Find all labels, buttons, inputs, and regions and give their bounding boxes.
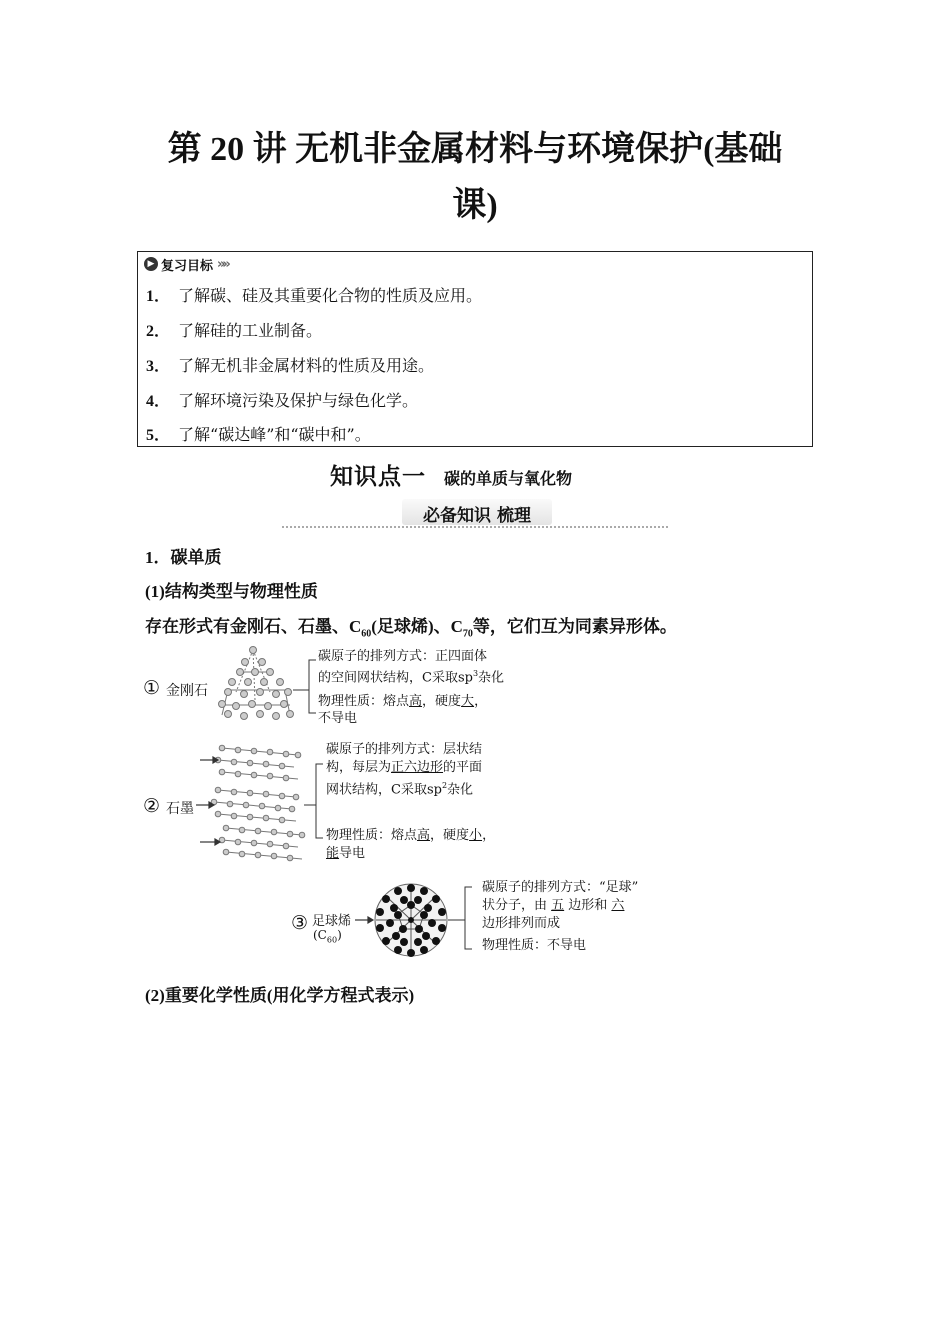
goal-text: 了解硅的工业制备。 xyxy=(178,321,323,340)
fullerene-description xyxy=(482,879,638,955)
description-line: 碳原子的排列方式：正四面体 xyxy=(318,649,488,664)
description-line xyxy=(318,665,504,686)
diamond-bracket xyxy=(293,660,316,713)
description-line: 碳原子的排列方式：层状结 xyxy=(326,742,483,757)
subsection-heading: (1)结构类型与物理性质 xyxy=(145,582,318,601)
text: 杂化 xyxy=(447,782,474,798)
underlined-answer: 六 xyxy=(611,898,625,913)
text: 物理性质：熔点 xyxy=(326,828,418,844)
graphite-label: 石墨 xyxy=(166,801,194,817)
subscript: 70 xyxy=(462,628,473,640)
underlined-answer: 高 xyxy=(409,694,423,710)
fullerene-formula xyxy=(313,928,342,944)
text: 杂化 xyxy=(478,670,505,686)
graphite-description xyxy=(326,741,495,863)
goal-number: 2． xyxy=(146,323,171,340)
text: ， xyxy=(474,694,488,710)
diamond-structure-image xyxy=(219,647,294,720)
text: (C xyxy=(313,928,327,942)
text: 边形和 xyxy=(564,898,612,913)
text: 状分子，由 xyxy=(482,898,552,913)
goal-text: 了解“碳达峰”和“碳中和”。 xyxy=(178,425,371,444)
description-line: 边形排列而成 xyxy=(482,916,561,931)
text: 导电 xyxy=(339,846,366,862)
text: ，硬度 xyxy=(430,828,470,844)
underlined-answer: 能 xyxy=(326,846,340,862)
underlined-answer: 小 xyxy=(469,828,483,844)
fullerene-bracket xyxy=(448,887,472,949)
double-chevron-icon: »» xyxy=(217,256,228,272)
subscript: 60 xyxy=(326,935,338,945)
description-line xyxy=(326,845,495,863)
fullerene-arrow xyxy=(355,917,373,923)
text: ， xyxy=(482,828,496,844)
subsection-heading: (2)重要化学性质(用化学方程式表示) xyxy=(145,986,415,1005)
underlined-answer: 正六边形 xyxy=(391,760,444,775)
text: 物理性质：熔点 xyxy=(318,694,410,710)
superscript: 2 xyxy=(441,781,448,790)
play-icon: ▶ xyxy=(144,257,158,271)
goal-number: 3． xyxy=(146,358,171,375)
text: ) xyxy=(337,928,342,942)
title-line-1: 第 20 讲 无机非金属材料与环境保护(基础 xyxy=(167,131,783,168)
goal-number: 4． xyxy=(146,393,171,410)
graphite-bracket xyxy=(304,764,323,838)
description-line: 碳原子的排列方式：“足球” xyxy=(482,880,639,895)
underlined-answer: 高 xyxy=(417,828,431,844)
review-goals-label: 复习目标 xyxy=(161,258,214,274)
subscript: 60 xyxy=(361,628,372,640)
knowledge-point-label: 知识点一 xyxy=(330,464,426,490)
text: 的平面 xyxy=(443,760,483,775)
goal-number: 1． xyxy=(146,288,171,305)
intro-text: 等，它们互为同素异形体。 xyxy=(472,617,677,636)
section-heading: 1．碳单质 xyxy=(145,548,222,567)
text: ，硬度 xyxy=(422,694,462,710)
knowledge-point-title: 碳的单质与氧化物 xyxy=(444,469,573,488)
goal-text: 了解无机非金属材料的性质及用途。 xyxy=(178,356,435,375)
intro-text: (足球烯)、C xyxy=(371,617,463,636)
superscript: 3 xyxy=(472,669,479,678)
goal-text: 了解环境污染及保护与绿色化学。 xyxy=(178,391,419,410)
diamond-description xyxy=(318,648,504,727)
banner-label: 必备知识 梳理 xyxy=(423,506,531,526)
description-line xyxy=(326,759,495,777)
text: 网状结构，C采取sp xyxy=(326,782,442,798)
goal-text: 了解碳、硅及其重要化合物的性质及应用。 xyxy=(178,286,483,305)
text: 构，每层为 xyxy=(326,760,392,775)
title-line-2: 课) xyxy=(452,187,498,224)
fullerene-number: ③ xyxy=(291,912,309,934)
intro-text: 存在形式有金刚石、石墨、C xyxy=(145,617,362,636)
description-line: 不导电 xyxy=(318,711,358,727)
description-line xyxy=(482,897,638,915)
goal-number: 5． xyxy=(146,427,171,444)
text: 的空间网状结构，C采取sp xyxy=(318,670,473,686)
underlined-answer: 大 xyxy=(461,694,475,710)
graphite-structure-image xyxy=(211,745,305,861)
diamond-label: 金刚石 xyxy=(166,683,208,699)
diamond-number: ① xyxy=(143,677,161,699)
description-line xyxy=(318,693,504,710)
description-line xyxy=(326,827,495,845)
description-line: 物理性质：不导电 xyxy=(482,938,587,953)
description-line xyxy=(326,777,495,799)
underlined-answer: 五 xyxy=(551,898,565,913)
fullerene-structure-image xyxy=(375,884,447,957)
graphite-number: ② xyxy=(143,795,161,817)
fullerene-label: 足球烯 xyxy=(312,914,352,929)
